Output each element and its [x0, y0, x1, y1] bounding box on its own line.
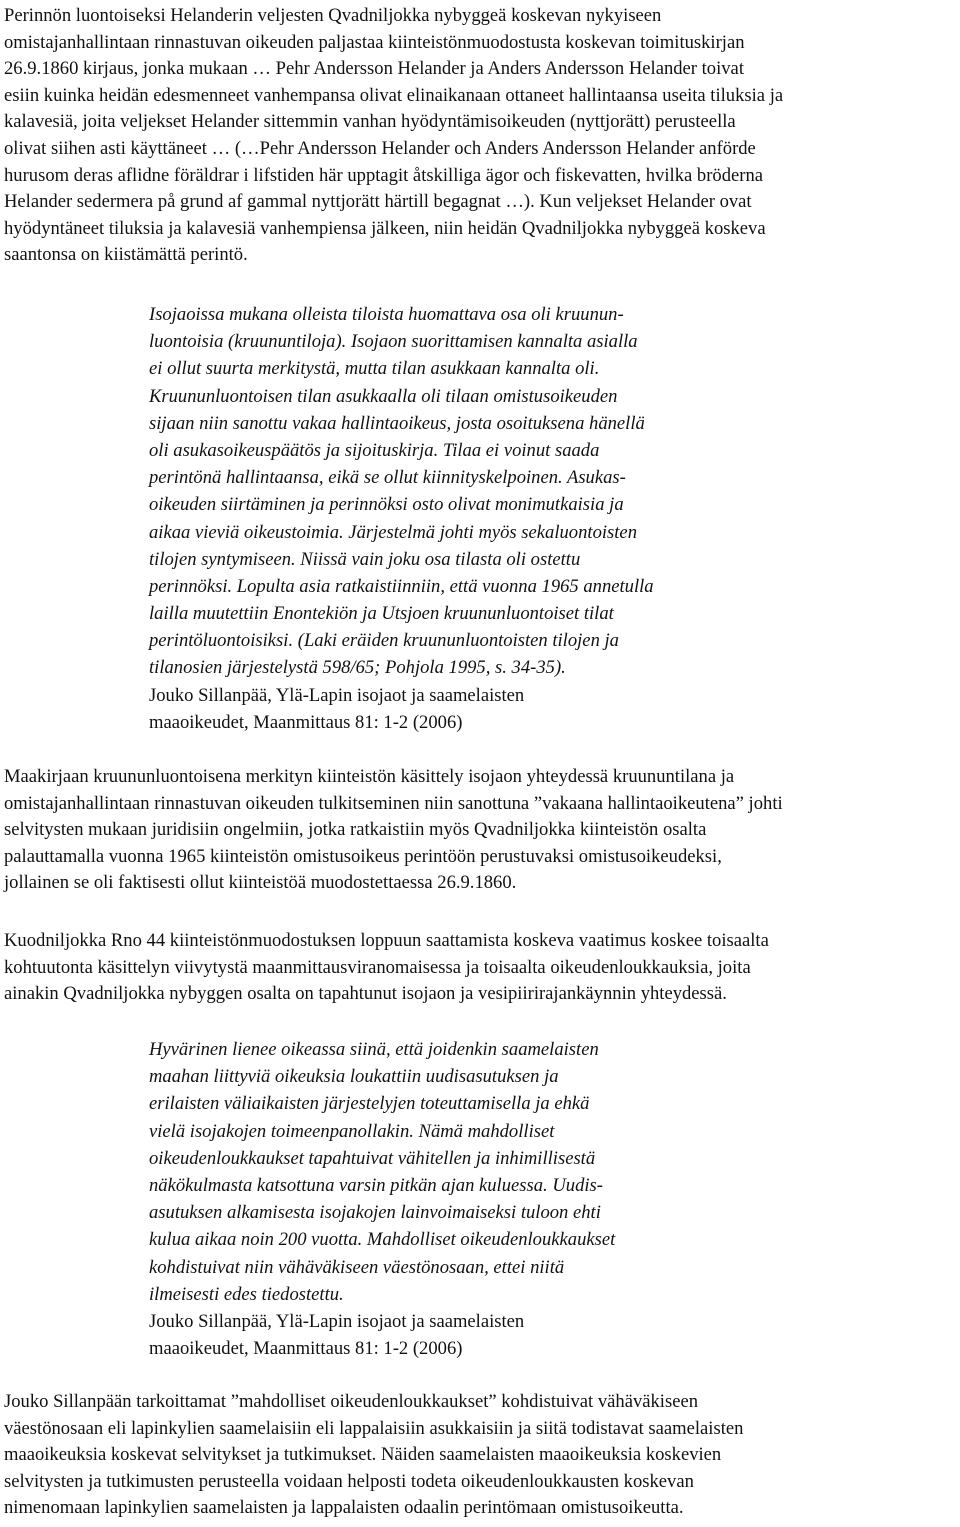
- paragraph-line: Helander sedermera på grund af gammal nyttjorätt härtill begagnat …). Kun veljekset Helander ovat: [4, 191, 752, 213]
- quote-line: ilmeisesti edes tiedostettu.: [149, 1283, 344, 1305]
- paragraph-line: omistajanhallintaan rinnastuvan oikeuden paljastaa kiinteistönmuodostusta koskevan toimituskirjan: [4, 31, 745, 53]
- paragraph-line: jollainen se oli faktisesti ollut kiinteistöä muodostettaessa 26.9.1860.: [4, 872, 517, 894]
- quote-line: lailla muutettiin Enontekiön ja Utsjoen kruununluontoiset tilat: [149, 603, 614, 625]
- quote-citation-line: maaoikeudet, Maanmittaus 81: 1-2 (2006): [149, 711, 463, 733]
- paragraph-line: ainakin Qvadniljokka nybyggen osalta on tapahtunut isojaon ja vesipiirirajankäynnin yhteydessä.: [4, 983, 727, 1005]
- quote-line: Isojaoissa mukana olleista tiloista huomattava osa oli kruunun-: [149, 304, 624, 325]
- paragraph-line: palauttamalla vuonna 1965 kiinteistön omistusoikeus perintöön perustuvaksi omistusoikeudeksi,: [4, 845, 722, 867]
- quote-citation-line: Jouko Sillanpää, Ylä-Lapin isojaot ja saamelaisten: [149, 1310, 525, 1332]
- paragraph-line: hurusom deras aflidne föräldrar i lifstiden här upptagit åtskilliga ägor och fiskevatten, hvilka bröderna: [4, 164, 764, 186]
- paragraph-line: 26.9.1860 kirjaus, jonka mukaan … Pehr Andersson Helander ja Anders Andersson Helander toivat: [4, 58, 744, 80]
- paragraph-line: nimenomaan lapinkylien saamelaisten ja lappalaisten odaalin perintömaan omistusoikeutta.: [4, 1497, 684, 1519]
- quote-line: kohdistuivat niin vähäväkiseen väestönosaan, ettei niitä: [149, 1256, 565, 1278]
- paragraph-1: [4, 3, 956, 269]
- quote-line: kulua aikaa noin 200 vuotta. Mahdolliset oikeudenloukkaukset: [149, 1229, 616, 1251]
- paragraph-line: väestönosaan eli lapinkylien saamelaisiin eli lappalaisiin asukkaisiin ja siitä todistavat saamelaisten: [4, 1417, 744, 1439]
- quote-line: perintöluontoisiksi. (Laki eräiden kruununluontoisten tilojen ja: [149, 630, 619, 652]
- paragraph-line: saantonsa on kiistämättä perintö.: [4, 244, 248, 266]
- quote-line: maahan liittyviä oikeuksia loukattiin uudisasutuksen ja: [149, 1066, 559, 1088]
- paragraph-line: olivat siihen asti käyttäneet … (…Pehr Andersson Helander och Anders Andersson Helander anförde: [4, 137, 756, 159]
- paragraph-line: Maakirjaan kruununluontoisena merkityn kiinteistön käsittely isojaon yhteydessä kruununtilana ja: [4, 766, 735, 787]
- quote-line: tilanosien järjestelystä 598/65; Pohjola 1995, s. 34-35).: [149, 657, 566, 679]
- quote-line: Kruununluontoisen tilan asukkaalla oli tilaan omistusoikeuden: [149, 385, 618, 407]
- quote-citation-line: Jouko Sillanpää, Ylä-Lapin isojaot ja saamelaisten: [149, 684, 525, 706]
- quote-line: aikaa vieviä oikeustoimia. Järjestelmä johti myös sekaluontoisten: [149, 521, 637, 543]
- quote-line: oikeuden siirtäminen ja perinnöksi osto olivat monimutkaisia ja: [149, 494, 624, 516]
- quote-line: luontoisia (kruununtiloja). Isojaon suorittamisen kannalta asialla: [149, 331, 638, 353]
- quote-line: perinnöksi. Lopulta asia ratkaistiinniin, että vuonna 1965 annetulla: [149, 575, 654, 597]
- paragraph-line: hyödyntäneet tiluksia ja kalavesiä vanhempiensa jälkeen, niin heidän Qvadniljokka nybyggeä koskeva: [4, 217, 766, 239]
- quote-line: asutuksen alkamisesta isojakojen lainvoimaiseksi tuloon ehti: [149, 1202, 601, 1224]
- paragraph-2: [4, 764, 956, 897]
- paragraph-line: selvitysten ja tutkimusten perusteella voidaan helposti todeta oikeudenloukkausten koskevan: [4, 1470, 694, 1492]
- quote-line: vielä isojakojen toimeenpanollakin. Nämä mahdolliset: [149, 1120, 555, 1142]
- quote-citation-line: maaoikeudet, Maanmittaus 81: 1-2 (2006): [149, 1338, 463, 1360]
- quote-line: oikeudenloukkaukset tapahtuivat vähitellen ja inhimillisestä: [149, 1147, 596, 1169]
- quote-line: sijaan niin sanottu vakaa hallintaoikeus, josta osoituksena hänellä: [149, 412, 645, 434]
- quote-line: Hyvärinen lienee oikeassa siinä, että joidenkin saamelaisten: [149, 1039, 599, 1060]
- paragraph-line: kohtuutonta käsittelyn viivytystä maanmittausviranomaisessa ja toisaalta oikeudenloukkauksia, joita: [4, 956, 751, 978]
- block-quote-1: [149, 301, 849, 736]
- quote-line: tilojen syntymiseen. Niissä vain joku osa tilasta oli ostettu: [149, 548, 581, 570]
- paragraph-line: esiin kuinka heidän edesmenneet vanhempansa olivat elinaikanaan ottaneet hallintaansa useita tiluksia ja: [4, 84, 784, 106]
- paragraph-line: maaoikeuksia koskevat selvitykset ja tutkimukset. Näiden saamelaisten maaoikeuksia koskevien: [4, 1444, 722, 1466]
- paragraph-4: [4, 1389, 956, 1522]
- paragraph-3: [4, 928, 956, 1008]
- paragraph-line: Perinnön luontoiseksi Helanderin veljesten Qvadniljokka nybyggeä koskevan nykyiseen: [4, 5, 662, 26]
- paragraph-line: Jouko Sillanpään tarkoittamat ”mahdolliset oikeudenloukkaukset” kohdistuivat vähäväkiseen: [4, 1391, 698, 1412]
- quote-line: ei ollut suurta merkitystä, mutta tilan asukkaan kannalta oli.: [149, 358, 600, 380]
- paragraph-line: Kuodniljokka Rno 44 kiinteistönmuodostuksen loppuun saattamista koskeva vaatimus koskee toisaalta: [4, 930, 769, 951]
- paragraph-line: selvitysten mukaan juridisiin ongelmiin, jotka ratkaistiin myös Qvadniljokka kiinteistön osalta: [4, 819, 707, 841]
- quote-line: oli asukasoikeuspäätös ja sijoituskirja. Tilaa ei voinut saada: [149, 439, 600, 461]
- quote-line: perintönä hallintaansa, eikä se ollut kiinnityskelpoinen. Asukas-: [149, 467, 626, 489]
- paragraph-line: kalavesiä, joita veljekset Helander sittemmin vanhan hyödyntämisoikeuden (nyttjorätt) perusteella: [4, 111, 736, 133]
- quote-line: erilaisten väliaikaisten järjestelyjen toteuttamisella ja ehkä: [149, 1093, 590, 1115]
- paragraph-line: omistajanhallintaan rinnastuvan oikeuden tulkitseminen niin sanottuna ”vakaana hallintaoikeutena” johti: [4, 792, 783, 814]
- block-quote-2: [149, 1036, 849, 1362]
- quote-line: näkökulmasta katsottuna varsin pitkän ajan kuluessa. Uudis-: [149, 1174, 603, 1196]
